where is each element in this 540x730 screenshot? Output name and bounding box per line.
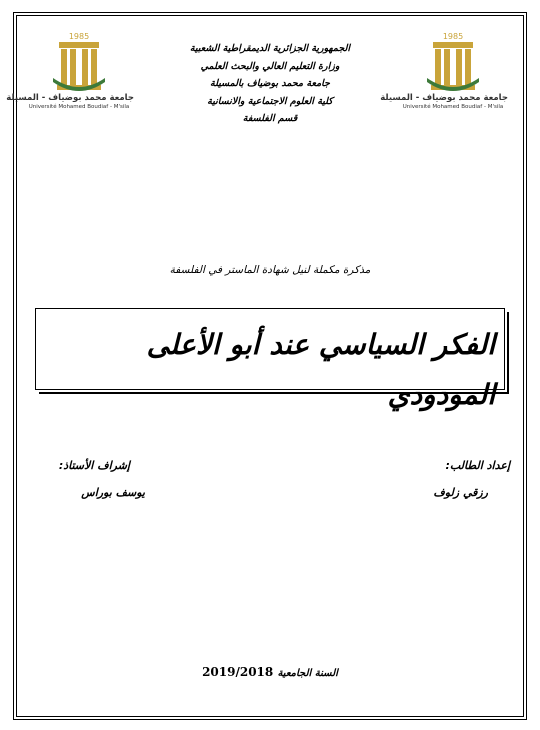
logo-name-arabic: جامعة محمد بوضياف - المسيلة: [6, 93, 134, 103]
logo-year: 1985: [68, 32, 90, 41]
university-logo-left: [6, 30, 134, 125]
academic-year-label: السنة الجامعية: [277, 668, 338, 679]
academic-year: [170, 665, 370, 679]
header-line-department: قسم الفلسفة: [242, 113, 298, 124]
institution-header: [150, 40, 390, 128]
logo-year: 1985: [442, 32, 464, 41]
university-logo-right: [380, 30, 508, 125]
university-emblem-icon: [423, 30, 483, 92]
thesis-subtitle: مذكرة مكملة لنيل شهادة الماستر في الفلسفة: [169, 264, 371, 276]
university-emblem-icon: [49, 30, 109, 92]
academic-year-value: 2019/2018: [202, 665, 274, 679]
header-line-ministry: وزارة التعليم العالي والبحث العلمي: [200, 60, 340, 72]
logo-name-arabic: جامعة محمد بوضياف - المسيلة: [380, 93, 508, 103]
header-line-university: جامعة محمد بوضياف بالمسيلة: [210, 78, 330, 89]
thesis-title: الفكر السياسي عند أبو الأعلى المودودي: [146, 328, 495, 411]
student-label: إعداد الطالب:: [445, 459, 510, 472]
supervisor-name: يوسف بوراس: [81, 486, 145, 499]
student-name: رزقي زلوف: [433, 486, 488, 499]
supervisor-label: إشراف الأستاذ:: [58, 459, 130, 472]
header-line-republic: الجمهورية الجزائرية الديمقراطية الشعبية: [189, 43, 351, 54]
logo-name-french: Université Mohamed Boudiaf - M'sila: [28, 104, 130, 110]
logo-name-french: Université Mohamed Boudiaf - M'sila: [402, 104, 504, 110]
header-line-faculty: كلية العلوم الاجتماعية والانسانية: [207, 95, 333, 107]
